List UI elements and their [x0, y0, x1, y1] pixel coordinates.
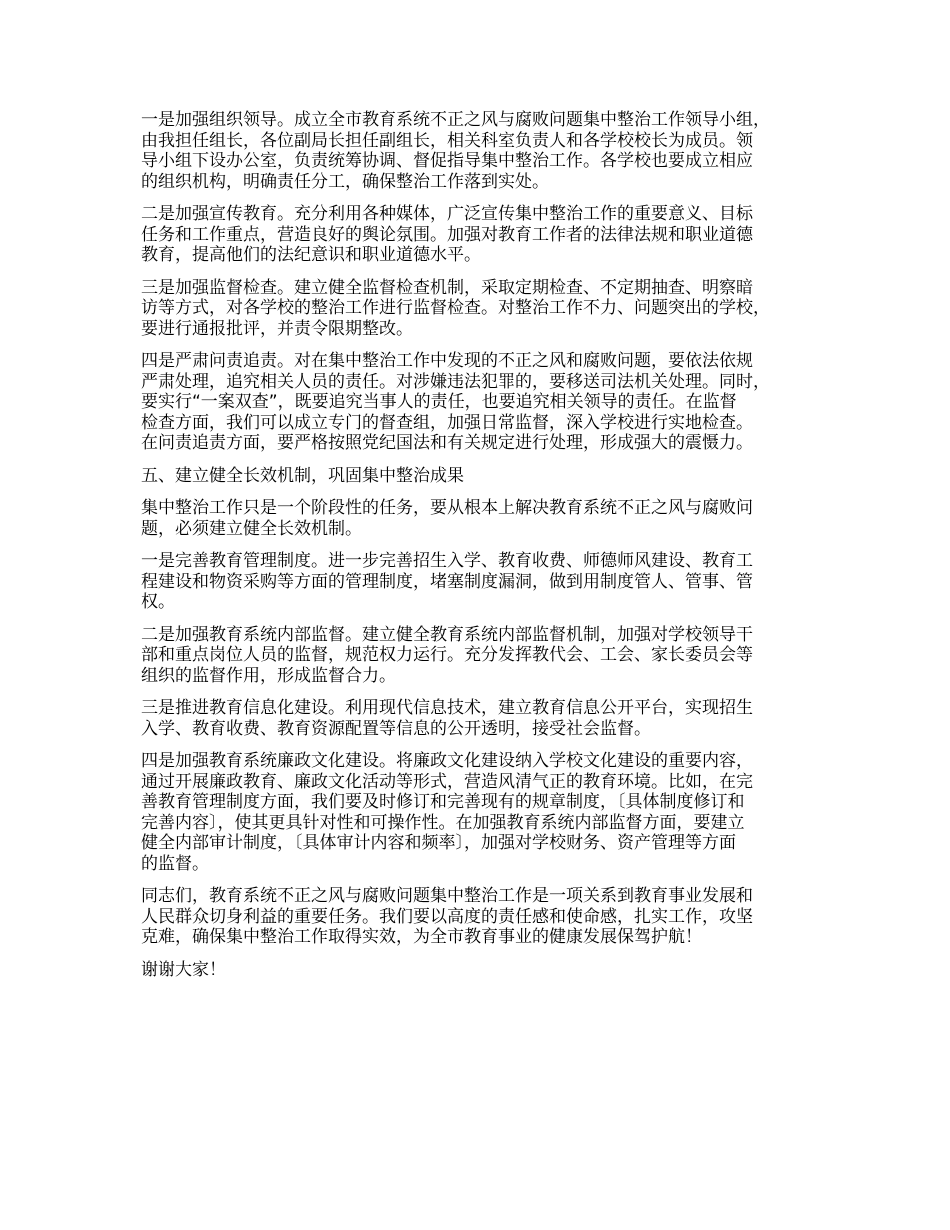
- document-body: [141, 110, 831, 992]
- paragraph-publicity-education: 二是加强宣传教育。充分利用各种媒体，广泛宣传集中整治工作的重要意义、目标 任务和工作重点，营造良好的舆论氛围。加强对教育工作者的法律法规和职业道德 教育，提高他们的法纪意识和职业道德水平。: [141, 204, 753, 265]
- paragraph-management-system: 一是完善教育管理制度。进一步完善招生入学、教育收费、师德师风建设、教育工 程建设和物资采购等方面的管理制度，堵塞制度漏洞，做到用制度管人、管事、管 权。: [141, 551, 753, 612]
- paragraph-long-term-intro: 集中整治工作只是一个阶段性的任务，要从根本上解决教育系统不正之风与腐败问 题，必须建立健全长效机制。: [141, 498, 753, 539]
- paragraph-accountability: 四是严肃问责追责。对在集中整治工作中发现的不正之风和腐败问题，要依法依规 严肃处理，追究相关人员的责任。对涉嫌违法犯罪的，要移送司法机关处理。同时， 要实行“一案双查”，既要追究当事人的责任，也要追究相关领导的责任。在监督 检查方面，我们可以成立专门的督查组，加强日常监督，深入学校进行实地检查。 在问责追责方面，要严格按照党纪国法和有关规定进行处理，形成强大的震慑力。: [141, 351, 770, 453]
- paragraph-supervision-inspection: 三是加强监督检查。建立健全监督检查机制，采取定期检查、不定期抽查、明察暗 访等方式，对各学校的整治工作进行监督检查。对整治工作不力、问题突出的学校， 要进行通报批评，并责令限期整改。: [141, 277, 770, 339]
- paragraph-conclusion: 同志们，教育系统不正之风与腐败问题集中整治工作是一项关系到教育事业发展和 人民群众切身利益的重要任务。我们要以高度的责任感和使命感，扎实工作，攻坚 克难，确保集中整治工作取得实效，为全市教育事业的健康发展保驾护航！: [141, 886, 753, 947]
- paragraph-internal-supervision: 二是加强教育系统内部监督。建立健全教育系统内部监督机制，加强对学校领导干 部和重点岗位人员的监督，规范权力运行。充分发挥教代会、工会、家长委员会等 组织的监督作用，形成监督合力。: [141, 624, 753, 686]
- paragraph-organization-leadership: 一是加强组织领导。成立全市教育系统不正之风与腐败问题集中整治工作领导小组， 由我担任组长，各位副局长担任副组长，相关科室负责人和各学校校长为成员。领 导小组下设办公室，负责统筹协调、督促指导集中整治工作。各学校也要成立相应 的组织机构，明确责任分工，确保整治工作落到实处。: [141, 110, 770, 192]
- paragraph-integrity-culture: 四是加强教育系统廉政文化建设。将廉政文化建设纳入学校文化建设的重要内容， 通过开展廉政教育、廉政文化活动等形式，营造风清气正的教育环境。比如，在完 善教育管理制度方面，我们要及时修订和完善现有的规章制度，〔具体制度修订和 完善内容〕，使其更具针对性和可操作性。在加强教育系统内部监督方面，要建立 健全内部审计制度，〔具体审计内容和频率〕，加强对学校财务、资产管理等方面 的监督。: [141, 751, 753, 874]
- paragraph-informatization: 三是推进教育信息化建设。利用现代信息技术，建立教育信息公开平台，实现招生 入学、教育收费、教育资源配置等信息的公开透明，接受社会监督。: [141, 698, 753, 739]
- paragraph-thanks: 谢谢大家！: [141, 959, 226, 980]
- section-heading-long-term-mechanism: 五、建立健全长效机制，巩固集中整治成果: [141, 465, 464, 486]
